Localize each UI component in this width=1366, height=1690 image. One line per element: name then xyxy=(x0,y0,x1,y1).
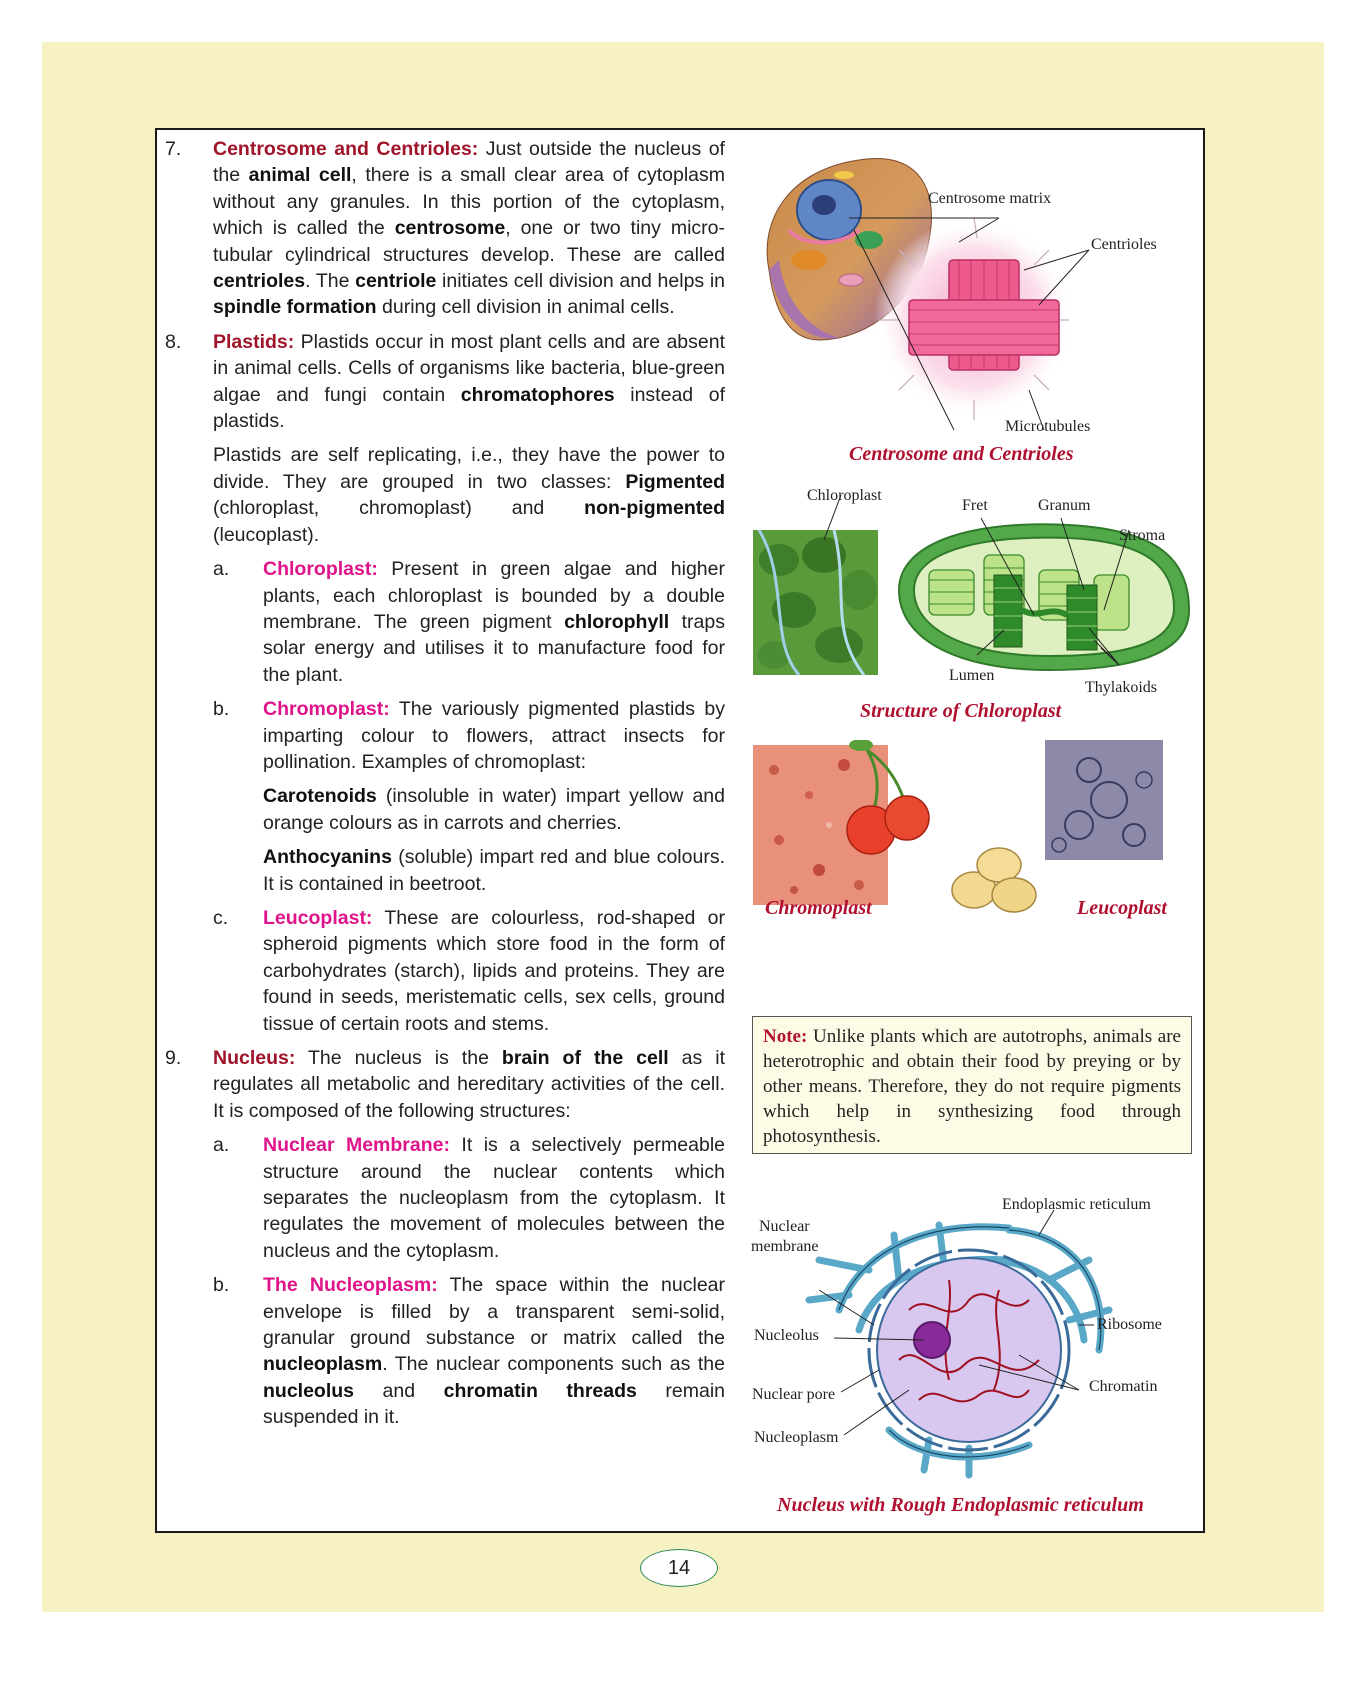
nucleoplasm xyxy=(877,1258,1061,1442)
subitem-heading: Leucoplast: xyxy=(263,906,373,929)
note-text: Unlike plants which are autotrophs, animals are heterotrophic and obtain their food by preying or by other means. Therefore, they do not require pigments which help in synthesizing food through photosynthesis. xyxy=(763,1026,1181,1147)
label-chloroplast: Chloroplast xyxy=(807,487,882,504)
plastid-subitems xyxy=(165,556,725,1037)
caption-chromoplast: Chromoplast xyxy=(765,897,872,919)
subitem-heading: Chloroplast: xyxy=(263,558,378,581)
label-nuclear-membrane-line1: Nuclear xyxy=(759,1218,810,1235)
item-heading: Nucleus: xyxy=(213,1047,296,1069)
chloroplast-diagram xyxy=(899,524,1189,670)
item-plastids: 8. Plastids: Plastids occur in most plant cells and are absent in animal cells. Cells of organisms like bacteria, blue-green algae and fungi contain chromatophores instead of plastids. xyxy=(165,330,725,433)
label-stroma: Stroma xyxy=(1119,527,1166,544)
item-number: 8. xyxy=(165,330,182,353)
label-fret: Fret xyxy=(962,497,988,514)
chloroplast-micrograph xyxy=(753,530,878,675)
carotenoids-paragraph: Carotenoids (insoluble in water) impart yellow and orange colours as in carrots and cherries. xyxy=(263,785,725,834)
content-frame xyxy=(155,128,1205,1533)
note-label: Note: xyxy=(763,1026,808,1047)
label-centrioles: Centrioles xyxy=(1091,236,1157,253)
centrosome-illustration xyxy=(749,130,1199,450)
figure-column xyxy=(749,130,1199,1530)
subitem-chromoplast: b. Chromoplast: The variously pigmented plastids by imparting colour to flowers, attract insects for pollination. Examples of chromoplast: xyxy=(213,698,725,773)
label-lumen: Lumen xyxy=(949,667,995,684)
subitem-chloroplast: a. Chloroplast: Present in green algae and higher plants, each chloroplast is bounded by a double membrane. The green pigment chlorophyll traps solar energy and utilises it to manufacture food for the plant. xyxy=(213,558,725,686)
subitem-leucoplast: c. Leucoplast: These are colourless, rod-shaped or spheroid pigments which store food in the form of carbohydrates (starch), lipids and proteins. They are found in seeds, meristematic cells, sex cells, ground tissue of certain roots and stems. xyxy=(213,906,725,1035)
caption-chloroplast: Structure of Chloroplast xyxy=(860,700,1062,722)
caption-centrosome: Centrosome and Centrioles xyxy=(849,443,1074,465)
subitem-heading: Chromoplast: xyxy=(263,698,390,721)
plastid-classes-paragraph: Plastids are self replicating, i.e., they have the power to divide. They are grouped in two classes: Pigmented (chloroplast, chromoplast) and non-pigmented (leucoplast). xyxy=(213,444,725,546)
label-nucleolus: Nucleolus xyxy=(754,1327,819,1344)
label-granum: Granum xyxy=(1038,497,1091,514)
label-ribosome: Ribosome xyxy=(1097,1316,1162,1333)
label-thylakoids: Thylakoids xyxy=(1085,679,1157,696)
text-column xyxy=(165,136,725,1439)
item-number: 9. xyxy=(165,1047,182,1069)
label-nuclear-pore: Nuclear pore xyxy=(752,1386,836,1403)
label-endoplasmic-reticulum: Endoplasmic reticulum xyxy=(1002,1196,1151,1213)
caption-leucoplast: Leucoplast xyxy=(1077,897,1167,919)
item-nucleus: 9. Nucleus: The nucleus is the brain of the cell as it regulates all metabolic and hereditary activities of the cell. It is composed of the following structures: xyxy=(165,1047,726,1122)
label-nucleoplasm: Nucleoplasm xyxy=(754,1429,839,1446)
item-heading: Plastids: xyxy=(213,330,295,353)
label-centrosome-matrix: Centrosome matrix xyxy=(928,190,1052,207)
subitem-heading: Nuclear Membrane: xyxy=(263,1134,450,1157)
item-heading: Centrosome and Centrioles: xyxy=(213,138,479,160)
anthocyanins-paragraph: Anthocyanins (soluble) impart red and blue colours. It is contained in beetroot. xyxy=(263,846,725,895)
subitem-nuclear-membrane: a. Nuclear Membrane: It is a selectively permeable structure around the nuclear contents which separates the nucleoplasm from the cytoplasm. It regulates the movement of molecules between the nucleus and the cytoplasm. xyxy=(213,1134,725,1262)
page-number: 14 xyxy=(640,1549,718,1587)
label-nuclear-membrane-line2: membrane xyxy=(751,1238,819,1255)
subitem-nucleoplasm: b. The Nucleoplasm: The space within the nuclear envelope is filled by a transparent semi-solid, granular ground substance or matrix called the nucleoplasm. The nuclear components such as the nucleolus and chromatin threads remain suspended in it. xyxy=(213,1274,725,1429)
item-number: 7. xyxy=(165,138,182,160)
nucleus-subitems xyxy=(165,1132,725,1430)
caption-nucleus: Nucleus with Rough Endoplasmic reticulum xyxy=(777,1494,1144,1516)
potatoes-image xyxy=(952,848,1036,912)
label-microtubules: Microtubules xyxy=(1005,418,1091,435)
leucoplast-photo xyxy=(1045,740,1163,860)
subitem-heading: The Nucleoplasm: xyxy=(263,1274,438,1297)
item-centrosome: 7. Centrosome and Centrioles: Just outside the nucleus of the animal cell, there is a small clear area of cytoplasm without any granules. In this portion of the cytoplasm, which is called the centrosome, one or two tiny micro-tubular cylindrical structures develop. These are called centrioles. The centriole initiates cell division and helps in spindle formation during cell division in animal cells. xyxy=(165,138,725,319)
label-chromatin: Chromatin xyxy=(1089,1378,1158,1395)
plastid-photos xyxy=(749,740,1199,920)
note-box xyxy=(752,1016,1192,1154)
